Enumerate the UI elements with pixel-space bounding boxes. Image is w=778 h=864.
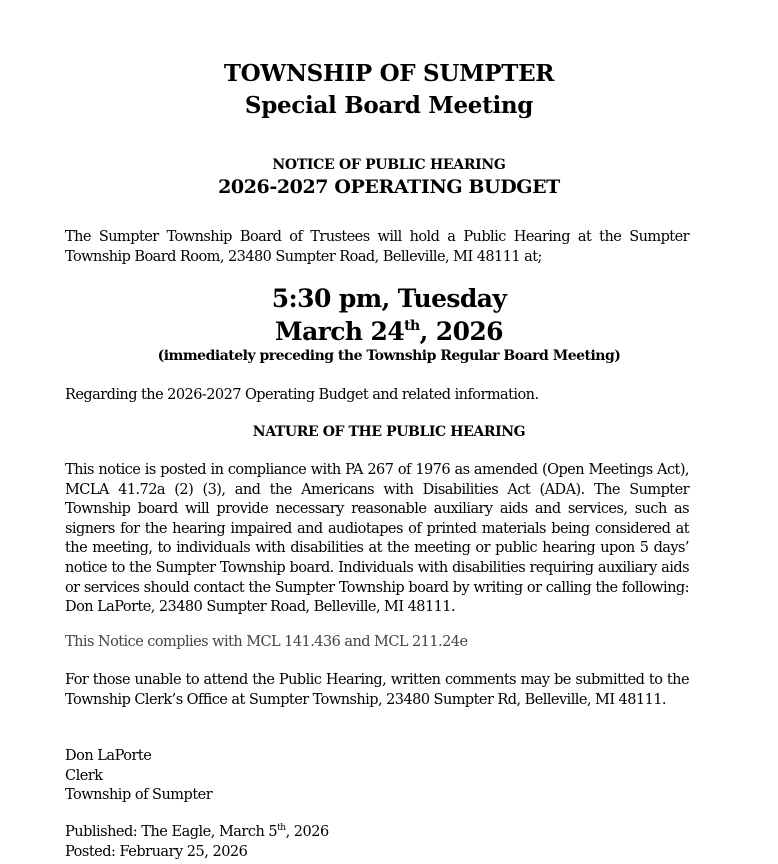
hearing-date-ordinal: th	[404, 318, 420, 334]
regarding-paragraph: Regarding the 2026-2027 Operating Budget and related information.	[65, 387, 539, 403]
notice-label: NOTICE OF PUBLIC HEARING	[272, 157, 506, 173]
hearing-time: 5:30 pm, Tuesday	[271, 284, 507, 313]
published-line	[65, 823, 329, 843]
published-main: Published: The Eagle, March 5	[65, 824, 278, 840]
nature-paragraph: This notice is posted in compliance with PA 267 of 1976 as amended (Open Meetings Act), MCLA 41.72a (2) (3), and the Americans with Disabilities Act (ADA). The Sumpter Township board will provide necessary reasonable auxiliary aids and services, such as signers for the hearing impaired and audiotapes of printed materials being considered at the meeting, to individuals with disabilities at the meeting or public hearing upon 5 days’ notice to the Sumpter Township board. Individuals with disabilities requiring auxiliary aids or services should contact the Sumpter Township board by writing or calling the following: Don LaPorte, 23480 Sumpter Road, Belleville, MI 48111.	[65, 462, 689, 616]
budget-subject: 2026-2027 OPERATING BUDGET	[218, 176, 560, 198]
compliance-statement: This Notice complies with MCL 141.436 and MCL 211.24e	[65, 634, 468, 650]
published-year: , 2026	[285, 824, 329, 840]
meeting-type-title: Special Board Meeting	[244, 92, 534, 119]
posted-line: Posted: February 25, 2026	[65, 843, 248, 860]
publication-block	[65, 823, 329, 862]
nature-heading: NATURE OF THE PUBLIC HEARING	[252, 424, 526, 440]
intro-paragraph: The Sumpter Township Board of Trustees will hold a Public Hearing at the Sumpter Township Board Room, 23480 Sumpter Road, Belleville, MI 48111 at;	[65, 229, 689, 265]
hearing-date-main: March 24	[275, 317, 405, 346]
comments-paragraph: For those unable to attend the Public Hearing, written comments may be submitted to the Township Clerk’s Office at Sumpter Township, 23480 Sumpter Rd, Belleville, MI 48111.	[65, 672, 689, 708]
published-ordinal: th	[277, 823, 286, 833]
signer-organization: Township of Sumpter	[65, 787, 213, 804]
signature-block	[65, 747, 212, 806]
hearing-note: (immediately preceding the Township Regular Board Meeting)	[157, 348, 621, 364]
hearing-date	[0, 317, 778, 346]
signer-name: Don LaPorte	[65, 748, 152, 764]
signer-title: Clerk	[65, 767, 103, 784]
hearing-date-year: , 2026	[419, 317, 503, 346]
township-title: TOWNSHIP OF SUMPTER	[223, 60, 555, 87]
